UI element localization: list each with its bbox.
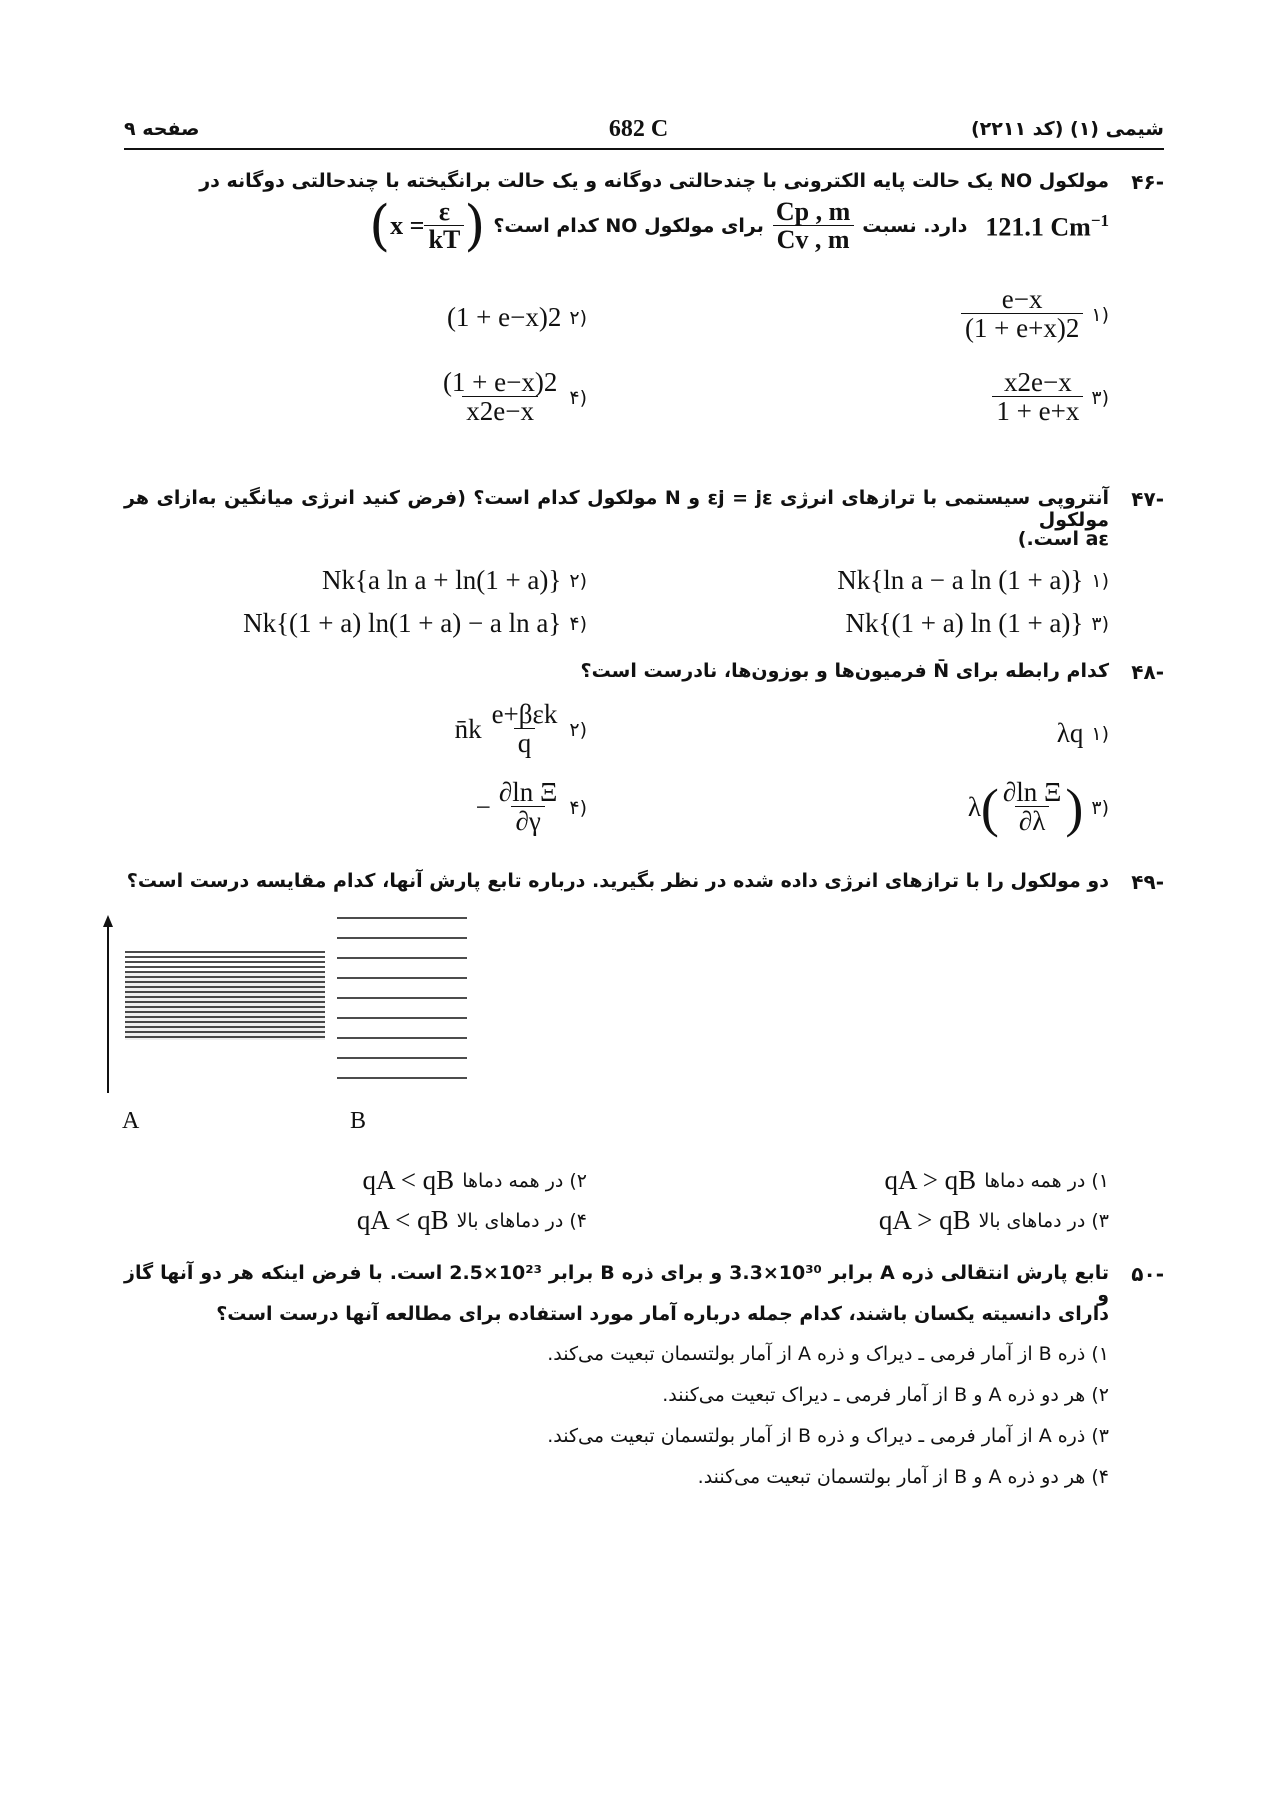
q46-option-2[interactable]: (۲ (1 + e−x)2 <box>446 302 587 332</box>
molecule-b-levels <box>337 918 467 1078</box>
q46-ratio-label: دارد. نسبت <box>862 215 968 238</box>
exam-code: 682 C <box>608 116 669 142</box>
q47-option-3[interactable]: (۳ Nk{(1 + a) ln (1 + a)} <box>845 608 1109 638</box>
q48-option-3[interactable]: (۳ λ ( $\frac{\text{∂ln Ξ}}{\partial\lambda}$ ) <box>967 777 1109 838</box>
q50-option-2[interactable]: ۲) هر دو ذره A و B از آمار فرمی ـ دیراک تبعیت می‌کنند. <box>662 1384 1109 1406</box>
heat-capacity-ratio: $\frac{Cp , m}{Cv , m}$ <box>772 198 854 255</box>
q49-option-1[interactable]: ۱) در همه دماها qA > qB <box>884 1165 1109 1195</box>
q47-number: -۴۷ <box>1131 487 1164 511</box>
energy-level-diagram <box>100 915 480 1100</box>
q50-line2: دارای دانسیته یکسان باشند، کدام جمله درباره آمار مورد استفاده برای مطالعه آنها درست است؟ <box>216 1303 1109 1325</box>
q47-line1: آنتروپی سیستمی با ترازهای انرژی εj = jε و N مولکول کدام است؟ (فرض کنید انرژی میانگین به‌ازای هر مولکول <box>124 487 1109 531</box>
q47-option-4[interactable]: (۴ Nk{(1 + a) ln(1 + a) − a ln a} <box>243 608 587 638</box>
q46-option-3[interactable]: (۳ $\frac{x2e-x}{1 + e+x}$ <box>992 368 1109 427</box>
q46-number: -۴۶ <box>1131 170 1164 194</box>
q49-number: -۴۹ <box>1131 870 1164 894</box>
q50-line1: تابع پارش انتقالی ذره A برابر 10³⁰×3.3 و برای ذره B برابر 10²³×2.5 است. با فرض اینکه هر دو آنها گاز و <box>124 1262 1109 1306</box>
label-b: B <box>350 1108 367 1134</box>
header-rule <box>124 148 1164 150</box>
q48-option-4[interactable]: (۴ − $\frac{\text{∂ln Ξ}}{\partial\gamma}$ <box>475 777 587 837</box>
page-number: صفحه ۹ <box>124 118 200 140</box>
q49-option-4[interactable]: ۴) در دماهای بالا qA < qB <box>356 1205 587 1235</box>
q48-line1: کدام رابطه برای N̄ فرمیون‌ها و بوزون‌ها، نادرست است؟ <box>580 660 1109 682</box>
energy-gap: 121.1 $Cm^{-1}$ <box>985 210 1109 242</box>
q46-question: برای مولکول NO کدام است؟ <box>493 215 764 238</box>
energy-axis-arrow <box>103 915 113 1093</box>
q47-line2: aε است.) <box>1017 528 1109 550</box>
q48-option-2[interactable]: (۲ n̄k $\frac{\text{e+βεk}}{q}$ <box>454 699 587 759</box>
q47-option-2[interactable]: (۲ Nk{a ln a + ln(1 + a)} <box>322 565 587 595</box>
q50-number: -۵۰ <box>1131 1262 1164 1286</box>
q47-option-1[interactable]: (۱ Nk{ln a − a ln (1 + a)} <box>837 565 1109 595</box>
q46-option-1[interactable]: (۱ $\frac{e-x}{(1 + e+x)2}$ <box>961 285 1109 344</box>
molecule-a-levels <box>125 952 325 1040</box>
q46-line2 <box>369 194 1109 258</box>
label-a: A <box>122 1108 140 1134</box>
q46-line1: مولکول NO یک حالت پایه الکترونی با چندحالتی دوگانه و یک حالت برانگیخته با چندحالتی دوگانه در <box>199 170 1109 192</box>
q46-option-4[interactable]: (۴ $\frac{(1 + e-x)2}{x2e-x}$ <box>442 367 587 427</box>
q48-option-1[interactable]: (۱ λq <box>1056 718 1109 748</box>
q49-option-2[interactable]: ۲) در همه دماها qA < qB <box>362 1165 587 1195</box>
q50-option-1[interactable]: ۱) ذره B از آمار فرمی ـ دیراک و ذره A از آمار بولتسمان تبعیت می‌کند. <box>547 1343 1109 1365</box>
q49-line1: دو مولکول را با ترازهای انرژی داده شده در نظر بگیرید. درباره تابع پارش آنها، کدام مقایسه درست است؟ <box>126 870 1109 892</box>
q48-number: -۴۸ <box>1131 660 1164 684</box>
q49-option-3[interactable]: ۳) در دماهای بالا qA > qB <box>878 1205 1109 1235</box>
q50-option-3[interactable]: ۳) ذره A از آمار فرمی ـ دیراک و ذره B از آمار بولتسمان تبعیت می‌کند. <box>547 1425 1109 1447</box>
course-title: شیمی (۱) (کد ۲۲۱۱) <box>970 118 1164 140</box>
x-definition: ( x = $\frac{\varepsilon}{kT}$ ) <box>369 194 486 258</box>
q50-option-4[interactable]: ۴) هر دو ذره A و B از آمار بولتسمان تبعیت می‌کنند. <box>697 1466 1109 1488</box>
